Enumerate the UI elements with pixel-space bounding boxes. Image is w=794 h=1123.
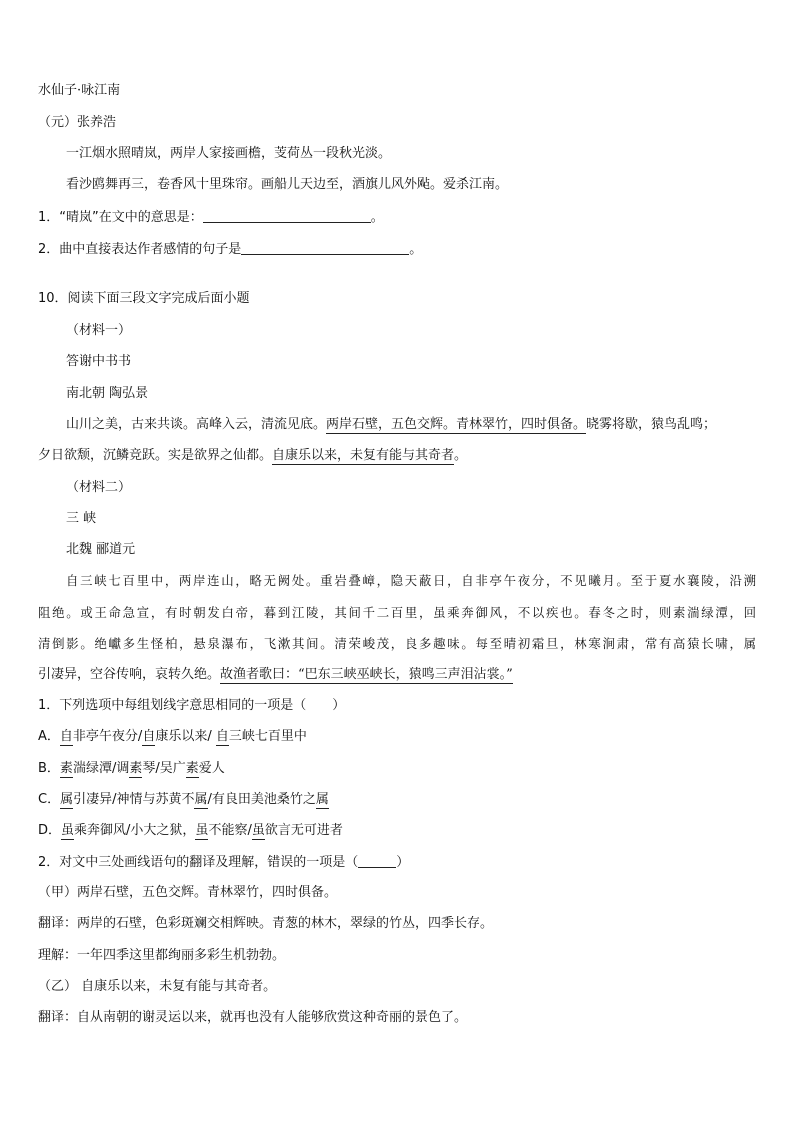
question-number: 2． [38,242,60,257]
option-text: 湍绿潭/调 [72,761,130,776]
underlined-sentence-bing: 故渔者歌曰：“巴东三峡巫峡长，猿鸣三声泪沾裳。” [220,667,513,682]
marked-char: 自 [59,729,73,744]
option-text: 康乐以来/ [155,729,216,744]
material-1-title: 答谢中书书 [66,354,132,369]
marked-char: 虽 [251,823,265,838]
sentence-text: 两岸石壁，五色交辉。青林翠竹，四时俱备。 [77,885,338,900]
marked-char: 属 [194,792,208,807]
marked-char: 素 [185,761,199,776]
q10-heading: 10．阅读下面三段文字完成后面小题 [38,291,250,306]
option-text: 乘奔御风/小大之狱， [74,823,196,838]
poem-question-1 [38,208,756,227]
material-2-line-2: 阻绝。或王命急宣，有时朝发白帝，暮到江陵，其间千二百里，虽乘奔御风，不以疾也。春冬之时，则素湍绿潭，回 [38,605,756,620]
question-end: 。 [409,242,423,257]
sentence-label: （乙） [38,979,78,994]
option-text: 引凄异/神情与苏黄不 [73,792,195,807]
underlined-sentence-yi: 自康乐以来，未复有能与其奇者 [272,448,455,463]
text-segment: 山川之美，古来共谈。高峰入云，清流见底。 [66,417,327,432]
material-1-label: （材料一） [66,323,132,338]
option-label: B． [38,761,60,776]
marked-char: 虽 [61,823,75,838]
text-segment: 引凄异，空谷传响，哀转久绝。 [38,667,221,682]
text-segment: 。 [454,448,468,463]
option-b[interactable] [38,760,756,778]
option-label: C． [38,792,61,807]
option-label: D． [38,823,62,838]
option-text: /有良田美池桑竹之 [207,792,316,807]
marked-char: 自 [142,729,156,744]
marked-char: 虽 [195,823,209,838]
underlined-sentence-jia: 两岸石壁，五色交辉。青林翠竹，四时俱备。 [326,417,587,432]
material-2-title: 三 峡 [66,511,97,526]
option-text: 琴/吴广 [142,761,186,776]
option-text: 欲言无可进者 [264,823,343,838]
marked-char: 素 [59,761,73,776]
material-2-line-3: 清倒影。绝巘多生怪柏，悬泉瀑布，飞漱其间。清荣峻茂，良多趣味。每至晴初霜旦，林寒涧肃，常有高猿长啸，属 [38,636,756,651]
text-segment: 晓雾将歇，猿鸟乱鸣； [586,417,717,432]
answer-blank[interactable] [203,208,371,223]
poem-question-2 [38,240,756,259]
option-text: 三峡七百里中 [228,729,307,744]
marked-char: 属 [60,792,74,807]
option-text: 爱人 [198,761,225,776]
sentence-label: （甲） [38,885,78,900]
poem-line-1: 一江烟水照晴岚，两岸人家接画檐，芰荷丛一段秋光淡。 [66,146,392,161]
marked-char: 素 [129,761,143,776]
translation-yi: 翻译：自从南朝的谢灵运以来，就再也没有人能够欣赏这种奇丽的景色了。 [38,1010,468,1025]
marked-char: 属 [315,792,329,807]
option-d[interactable] [38,822,756,840]
question-text: 曲中直接表达作者感情的句子是 [59,242,242,257]
marked-char: 自 [215,729,229,744]
material-2-author: 北魏 郦道元 [66,542,136,557]
text-segment: 夕日欲颓，沉鳞竞跃。实是欲界之仙都。 [38,448,273,463]
material-2-line-4 [38,666,756,684]
question-text: 2．对文中三处画线语句的翻译及理解，错误的一项是（ [38,855,359,870]
material-2-line-1: 自三峡七百里中，两岸连山，略无阙处。重岩叠嶂，隐天蔽日，自非亭午夜分，不见曦月。至于夏水襄陵，沿溯 [66,573,756,588]
sentence-text: 自康乐以来，未复有能与其奇者。 [77,979,277,994]
translation-jia: 翻译：两岸的石壁，色彩斑斓交相辉映。青葱的林木，翠绿的竹丛，四季长存。 [38,916,494,931]
answer-blank[interactable] [241,240,409,255]
poem-title: 水仙子·咏江南 [38,83,121,98]
question-number: 1． [38,210,60,225]
option-a[interactable] [38,728,756,746]
poem-line-2: 看沙鸥舞再三，卷香风十里珠帘。画船儿天边至，酒旗儿风外飐。爱杀江南。 [66,177,509,192]
material-1-para-line-1 [66,416,756,434]
material-1-author: 南北朝 陶弘景 [66,386,149,401]
sentence-jia [38,884,756,902]
sub-question-2 [38,853,756,872]
poem-author: （元）张养浩 [38,115,117,130]
understanding-jia: 理解：一年四季这里都绚丽多彩生机勃勃。 [38,948,286,963]
answer-blank[interactable] [358,853,396,868]
option-label: A． [38,729,60,744]
question-end: ） [396,855,410,870]
material-2-label: （材料二） [66,480,132,495]
sentence-yi [38,978,756,996]
option-text: 不能察/ [208,823,252,838]
question-end: 。 [370,210,384,225]
question-text: “晴岚”在文中的意思是： [59,210,203,225]
sub-question-1: 1．下列选项中每组划线字意思相同的一项是（ ） [38,698,346,713]
option-text: 非亭午夜分/ [72,729,143,744]
option-c[interactable] [38,791,756,809]
material-1-para-line-2 [38,447,756,465]
